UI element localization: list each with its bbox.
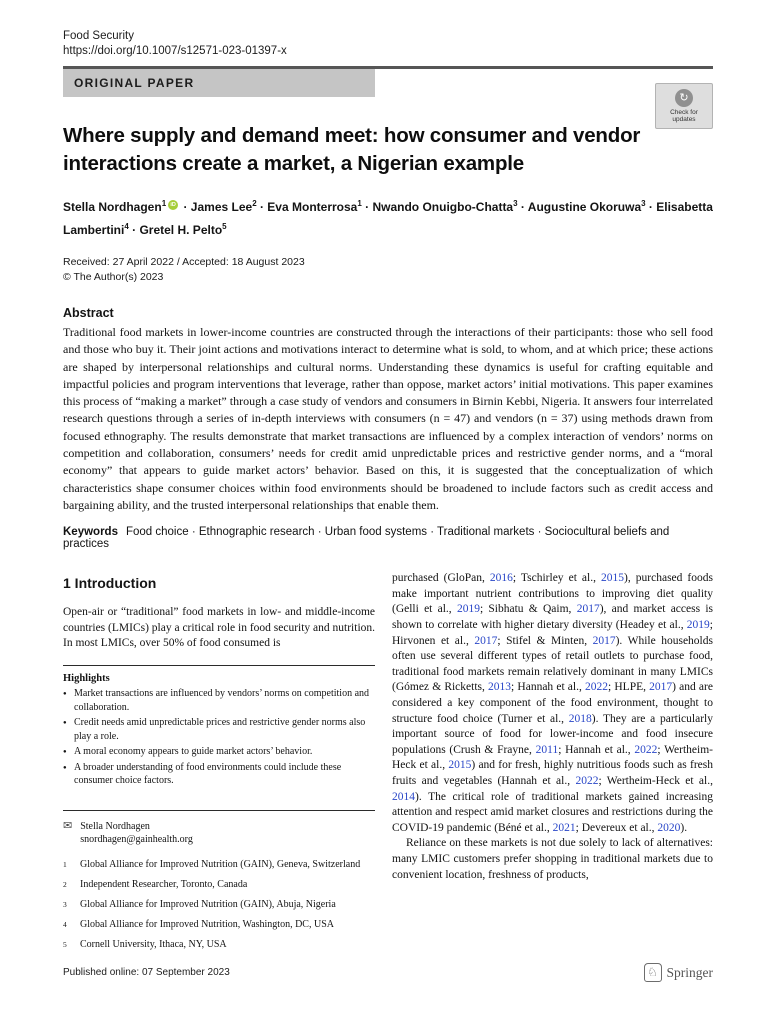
citation-link[interactable]: 2015 (448, 759, 472, 772)
citation-link[interactable]: 2017 (649, 681, 673, 694)
citation-link[interactable]: 2020 (657, 821, 681, 834)
update-arrow-icon: ↻ (675, 89, 693, 107)
article-type-banner: ORIGINAL PAPER (63, 69, 375, 97)
citation-link[interactable]: 2019 (456, 603, 480, 616)
affiliation-row (63, 878, 375, 891)
orcid-icon[interactable]: iD (168, 200, 178, 210)
affiliation-text: Independent Researcher, Toronto, Canada (80, 878, 248, 890)
check-updates-label: Check for updates (670, 108, 698, 123)
keywords-label: Keywords (63, 526, 118, 539)
intro-right-paragraph-1: purchased (GloPan, 2016; Tschirley et al., 2015), purchased foods make important nutrient contributions to improving diet quality (Gelli et al., 2019; Sibhatu & Qaim, 2017), and market access is shown to correlate with higher dietary diversity (Headey et al., 2019; Hirvonen et al., 2017; Stifel & Minten, 2017). While households often use several different types of retail outlets to purchase food, traditional food markets remain relatively dominant in many LMICs (Gómez & Ricketts, 2013; Hannah et al., 2022; HLPE, 2017) and are considered a key component of the food environment, thought to structure food choice (Turner et al., 2018). They are a particularly important source of food for lower-income and food insecure populations (Crush & Frayne, 2011; Hannah et al., 2022; Wertheim-Heck et al., 2015) and for fresh, highly nutritious foods such as fresh fruits and vegetables (Hannah et al., 2022; Wertheim-Heck et al., 2014). The critical role of traditional markets gained increasing attention and respect amid market closures and restrictions during the COVID-19 pandemic (Béné et al., 2021; Devereux et al., 2020). (392, 572, 714, 834)
affiliation-row (63, 898, 375, 911)
highlights-list (63, 687, 373, 788)
affiliation-number: 5 (63, 939, 67, 949)
affiliation-number: 4 (63, 919, 67, 929)
two-column-body (63, 571, 713, 950)
published-online-line: Published online: 07 September 2023 (63, 967, 230, 978)
citation-link[interactable]: 2019 (686, 619, 710, 632)
citation-link[interactable]: 2017 (592, 634, 616, 647)
corresponding-author-email[interactable]: snordhagen@gainhealth.org (80, 834, 193, 846)
received-accepted-line: Received: 27 April 2022 / Accepted: 18 August 2023 (63, 256, 305, 268)
authors-line: Stella Nordhagen$^1$ iD · James Lee$^2$ · Eva Monterrosa$^1$ · Nwando Onuigbo-Chatta$^3$ · Augustine Okoruwa$^3$ · Elisabetta Lambertini$^4$ · Gretel H. Pelto$^5$ (63, 199, 713, 237)
citation-link[interactable]: 2014 (392, 790, 415, 803)
affiliations-list (63, 858, 375, 951)
citation-link[interactable]: 2011 (535, 743, 559, 756)
highlight-item: ● Credit needs amid unpredictable prices and restrictive gender norms also play a role. (63, 716, 373, 743)
right-column (392, 571, 713, 950)
affiliation-text: Global Alliance for Improved Nutrition, Washington, DC, USA (80, 918, 334, 930)
corresponding-author-name: Stella Nordhagen (80, 820, 150, 832)
keywords-value: Food choice · Ethnographic research · Urban food systems · Traditional markets · Sociocultural beliefs and practices (63, 526, 670, 551)
highlights-box (63, 666, 375, 797)
affiliation-row (63, 918, 375, 931)
affiliation-number: 2 (63, 879, 67, 889)
intro-right-paragraph-2: Reliance on these markets is not due solely to lack of alternatives: many LMIC customers prefer shopping in traditional markets due to convenient location, freshness of products, (392, 837, 713, 881)
keywords-line (63, 526, 713, 550)
citation-link[interactable]: 2021 (552, 821, 576, 834)
highlight-item: ● Market transactions are influenced by vendors’ norms on competition and collaboration. (63, 687, 373, 714)
highlight-item: ● A broader understanding of food environments could include these consumer choice factors. (63, 761, 373, 788)
page-footer (63, 963, 713, 982)
citation-link[interactable]: 2015 (601, 572, 625, 585)
affiliation-row (63, 858, 375, 871)
citation-link[interactable]: 2022 (585, 681, 609, 694)
affiliation-text: Global Alliance for Improved Nutrition (GAIN), Abuja, Nigeria (80, 898, 336, 910)
abstract-text: Traditional food markets in lower-income countries are constructed through the interactions of their participants: those who sell food and those who buy it. Their joint actions and motivations interact to determine what is sold, to whom, and at which price; these actions are shaped by interpersonal relationships and cultural norms. Understanding these dynamics is useful for crafting equitable and impactful policies and program interventions that leverage, rather than oppose, market actors’ initial motivations. This paper examines this process of “making a market” through a case study of vendors and consumers in Birnin Kebbi, Nigeria. It answers four interrelated research questions through a series of in-depth interviews with consumers (n = 47) and vendors (n = 37) using methods drawn from focused ethnography. The results demonstrate that market transactions are influenced by a complex interaction of vendors’ norms on competition and collaboration, consumers’ needs for credit amid unpredictable prices and restrictive gender norms, and a “moral economy” that appears to guide market actors’ behavior. Based on this, it is suggested that the conceptualization of which characteristics shape consumer choices within food environments should be broadened to include factors such as credit access and bargaining ability, and the trusted interpersonal relationships that enable them. (63, 325, 713, 512)
citation-link[interactable]: 2017 (576, 603, 600, 616)
section-heading-introduction: 1 Introduction (63, 575, 157, 592)
check-for-updates-badge[interactable] (655, 83, 713, 129)
citation-link[interactable]: 2022 (575, 774, 599, 787)
page-title: Where supply and demand meet: how consumer and vendor interactions create a market, a Nigerian example (63, 124, 641, 175)
footnote-rule (63, 810, 375, 811)
correspondence-block (63, 820, 375, 847)
citation-link[interactable]: 2018 (568, 712, 592, 725)
doi-link[interactable]: https://doi.org/10.1007/s12571-023-01397-x (63, 45, 287, 57)
affiliation-text: Global Alliance for Improved Nutrition (GAIN), Geneva, Switzerland (80, 858, 361, 870)
journal-name: Food Security (63, 30, 134, 42)
left-column (63, 571, 375, 950)
copyright-line: © The Author(s) 2023 (63, 271, 164, 283)
envelope-icon: ✉ (63, 819, 73, 832)
citation-link[interactable]: 2013 (488, 681, 512, 694)
affiliation-number: 3 (63, 899, 67, 909)
springer-logo (644, 963, 714, 982)
affiliation-text: Cornell University, Ithaca, NY, USA (80, 938, 227, 950)
citation-link[interactable]: 2017 (474, 634, 498, 647)
highlights-heading: Highlights (63, 673, 110, 685)
highlight-item: ● A moral economy appears to guide market actors’ behavior. (63, 745, 373, 759)
affiliation-number: 1 (63, 859, 67, 869)
affiliation-row (63, 938, 375, 951)
citation-link[interactable]: 2016 (489, 572, 513, 585)
intro-left-paragraph: Open-air or “traditional” food markets in low- and middle-income countries (LMICs) play a critical role in food security and nutrition. In most LMICs, over 50% of food consumed is (63, 606, 376, 650)
citation-link[interactable]: 2022 (634, 743, 658, 756)
abstract-heading: Abstract (63, 306, 114, 320)
springer-horse-icon: ♘ (644, 963, 662, 982)
springer-wordmark: Springer (666, 964, 713, 980)
